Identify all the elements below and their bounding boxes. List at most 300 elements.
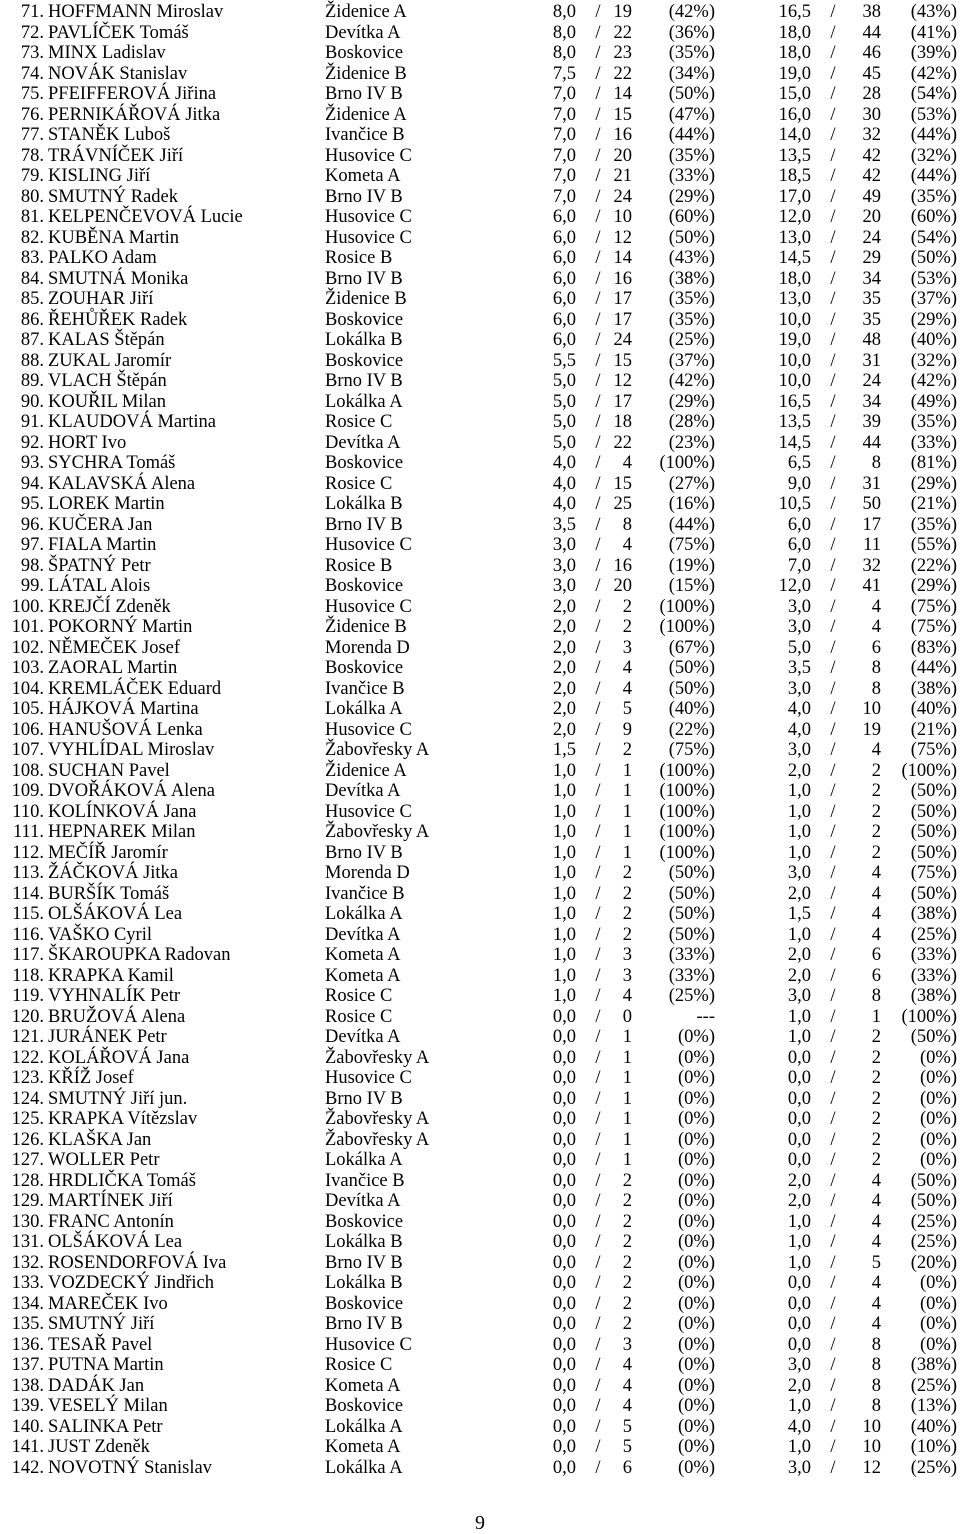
player-name: OLŠÁKOVÁ Lea: [48, 904, 183, 924]
club-name: Brno IV B: [325, 1252, 403, 1273]
total-separator: /: [830, 842, 836, 863]
season-score: 6,0: [552, 330, 576, 350]
total-percent: (40%): [910, 699, 957, 719]
player-name: JUST Zdeněk: [48, 1437, 150, 1457]
total-games: 34: [862, 391, 881, 412]
total-separator: /: [830, 63, 836, 84]
season-games: 4: [622, 678, 632, 699]
club-name: Lokálka A: [325, 391, 403, 412]
total-percent: (50%): [910, 842, 957, 863]
season-games: 3: [622, 1334, 632, 1355]
total-games: 8: [871, 1334, 881, 1355]
total-separator: /: [830, 965, 836, 986]
rank: 94.: [20, 473, 44, 494]
player-name: VLACH Štěpán: [48, 371, 167, 391]
total-score: 3,0: [787, 617, 811, 637]
season-separator: /: [595, 1109, 601, 1129]
club-name: Rosice C: [325, 986, 393, 1006]
table-row: [0, 105, 960, 126]
season-games: 14: [613, 248, 632, 268]
season-games: 16: [613, 555, 632, 576]
total-separator: /: [830, 125, 836, 145]
club-name: Kometa A: [325, 945, 401, 965]
total-games: 12: [862, 1457, 881, 1478]
rank: 134.: [11, 1293, 44, 1314]
total-percent: (25%): [910, 1211, 957, 1232]
total-percent: (0%): [920, 1129, 957, 1150]
total-separator: /: [830, 473, 836, 494]
total-games: 2: [871, 1129, 881, 1150]
player-name: ZUKAL Jaromír: [48, 350, 172, 371]
table-row: [0, 945, 960, 966]
club-name: Lokálka B: [325, 494, 403, 514]
season-percent: (0%): [678, 1355, 715, 1375]
player-name: BURŠÍK Tomáš: [48, 883, 170, 904]
season-separator: /: [595, 1273, 601, 1293]
season-percent: (33%): [668, 965, 715, 986]
season-games: 3: [622, 637, 632, 658]
season-percent: (0%): [678, 1211, 715, 1232]
season-score: 3,0: [552, 535, 576, 555]
club-name: Žabovřesky A: [325, 740, 430, 760]
total-separator: /: [830, 1191, 836, 1211]
total-games: 4: [871, 883, 881, 904]
total-games: 4: [871, 596, 881, 617]
season-separator: /: [595, 904, 601, 924]
season-games: 2: [622, 617, 632, 637]
total-score: 4,0: [787, 719, 811, 740]
player-name: FIALA Martin: [48, 535, 157, 555]
total-score: 1,0: [787, 1211, 811, 1232]
season-score: 5,0: [552, 432, 576, 453]
total-score: 16,0: [778, 104, 811, 125]
total-games: 8: [871, 1355, 881, 1375]
rank: 108.: [11, 760, 44, 781]
total-percent: (75%): [910, 596, 957, 617]
total-percent: (50%): [910, 822, 957, 842]
season-separator: /: [595, 289, 601, 309]
season-games: 4: [622, 1396, 632, 1416]
season-score: 0,0: [552, 1047, 576, 1068]
table-row: [0, 740, 960, 761]
table-row: [0, 248, 960, 269]
table-row: [0, 556, 960, 577]
table-row: [0, 597, 960, 618]
season-separator: /: [595, 330, 601, 350]
season-percent: (50%): [668, 658, 715, 678]
season-games: 20: [613, 145, 632, 166]
season-percent: (35%): [668, 289, 715, 309]
rank: 107.: [11, 740, 44, 760]
season-separator: /: [595, 617, 601, 637]
season-separator: /: [595, 842, 601, 863]
total-percent: (50%): [910, 1027, 957, 1047]
rank: 73.: [20, 43, 44, 63]
club-name: Brno IV B: [325, 84, 403, 104]
player-name: VESELÝ Milan: [48, 1396, 168, 1416]
season-percent: (22%): [668, 719, 715, 740]
player-name: ZAORAL Martin: [48, 658, 178, 678]
total-games: 45: [862, 63, 881, 84]
rank: 110.: [12, 801, 44, 822]
total-games: 30: [862, 104, 881, 125]
player-name: MEČÍŘ Jaromír: [48, 842, 168, 863]
season-games: 19: [613, 2, 632, 22]
season-score: 0,0: [552, 1109, 576, 1129]
table-row: [0, 125, 960, 146]
total-games: 42: [862, 145, 881, 166]
total-separator: /: [830, 596, 836, 617]
table-row: [0, 269, 960, 290]
season-games: 2: [622, 1170, 632, 1191]
total-score: 10,0: [778, 309, 811, 330]
rank: 84.: [20, 268, 44, 289]
total-games: 2: [871, 1068, 881, 1088]
player-name: SMUTNÁ Monika: [48, 268, 189, 289]
total-score: 3,0: [787, 986, 811, 1006]
season-percent: (0%): [678, 1109, 715, 1129]
season-separator: /: [595, 125, 601, 145]
season-games: 3: [622, 945, 632, 965]
club-name: Lokálka A: [325, 1457, 403, 1478]
table-row: [0, 1273, 960, 1294]
total-percent: (0%): [920, 1150, 957, 1170]
total-separator: /: [830, 1150, 836, 1170]
player-name: VOZDECKÝ Jindřich: [48, 1273, 214, 1293]
season-separator: /: [595, 1088, 601, 1109]
player-name: OLŠÁKOVÁ Lea: [48, 1232, 183, 1252]
season-score: 0,0: [552, 1252, 576, 1273]
total-games: 8: [871, 453, 881, 473]
season-games: 2: [622, 1314, 632, 1334]
total-score: 6,0: [787, 535, 811, 555]
total-score: 18,0: [778, 22, 811, 43]
season-percent: (0%): [678, 1375, 715, 1396]
player-name: ŘEHŮŘEK Radek: [48, 309, 188, 330]
total-percent: (25%): [910, 1375, 957, 1396]
rank: 99.: [20, 576, 44, 596]
player-name: SMUTNÝ Jiří jun.: [48, 1088, 188, 1109]
season-percent: (100%): [659, 801, 715, 822]
page-number: 9: [475, 1512, 485, 1534]
total-separator: /: [830, 1355, 836, 1375]
club-name: Ivančice B: [325, 125, 405, 145]
total-games: 4: [871, 904, 881, 924]
player-name: MARTÍNEK Jiří: [48, 1191, 173, 1211]
season-percent: (35%): [668, 43, 715, 63]
season-games: 1: [622, 1047, 632, 1068]
total-separator: /: [830, 678, 836, 699]
season-score: 7,0: [552, 186, 576, 207]
total-percent: (0%): [920, 1047, 957, 1068]
season-percent: (50%): [668, 84, 715, 104]
season-games: 8: [622, 514, 632, 535]
table-row: [0, 863, 960, 884]
total-percent: (100%): [901, 760, 957, 781]
rank: 104.: [11, 678, 44, 699]
season-percent: (0%): [678, 1334, 715, 1355]
season-percent: (0%): [678, 1088, 715, 1109]
rank: 74.: [20, 63, 44, 84]
player-name: WOLLER Petr: [48, 1150, 160, 1170]
season-score: 1,0: [552, 945, 576, 965]
table-row: [0, 2, 960, 23]
player-name: PALKO Adam: [48, 248, 157, 268]
season-games: 18: [613, 412, 632, 432]
rank: 109.: [11, 781, 44, 801]
season-score: 0,0: [552, 1457, 576, 1478]
rank: 116.: [12, 924, 44, 945]
season-score: 4,0: [552, 453, 576, 473]
total-score: 4,0: [787, 1416, 811, 1437]
table-row: [0, 433, 960, 454]
total-score: 15,0: [778, 84, 811, 104]
season-games: 1: [622, 760, 632, 781]
season-games: 23: [613, 43, 632, 63]
table-row: [0, 84, 960, 105]
club-name: Brno IV B: [325, 186, 403, 207]
total-percent: (41%): [910, 22, 957, 43]
table-row: [0, 1458, 960, 1479]
total-score: 0,0: [787, 1088, 811, 1109]
total-separator: /: [830, 43, 836, 63]
total-games: 4: [871, 863, 881, 883]
player-name: JURÁNEK Petr: [48, 1027, 167, 1047]
season-separator: /: [595, 473, 601, 494]
season-score: 0,0: [552, 1437, 576, 1457]
total-percent: (38%): [910, 1355, 957, 1375]
table-row: [0, 515, 960, 536]
season-score: 1,0: [552, 883, 576, 904]
table-row: [0, 904, 960, 925]
season-games: 5: [622, 699, 632, 719]
season-games: 2: [622, 740, 632, 760]
season-percent: (100%): [659, 453, 715, 473]
table-row: [0, 1437, 960, 1458]
table-row: [0, 1417, 960, 1438]
season-score: 0,0: [552, 1273, 576, 1293]
total-percent: (0%): [920, 1068, 957, 1088]
rank: 79.: [20, 166, 44, 186]
rank: 72.: [20, 22, 44, 43]
rank: 90.: [20, 391, 44, 412]
season-separator: /: [595, 1211, 601, 1232]
total-percent: (32%): [910, 145, 957, 166]
total-score: 16,5: [778, 2, 811, 22]
table-row: [0, 1232, 960, 1253]
total-games: 4: [871, 617, 881, 637]
season-separator: /: [595, 371, 601, 391]
season-score: 2,0: [552, 699, 576, 719]
season-separator: /: [595, 145, 601, 166]
club-name: Boskovice: [325, 658, 404, 678]
season-separator: /: [595, 1047, 601, 1068]
season-score: 1,0: [552, 822, 576, 842]
club-name: Husovice C: [325, 801, 412, 822]
table-row: [0, 1109, 960, 1130]
total-percent: (38%): [910, 986, 957, 1006]
rank: 82.: [20, 227, 44, 248]
total-games: 50: [862, 494, 881, 514]
season-percent: (0%): [678, 1027, 715, 1047]
table-row: [0, 392, 960, 413]
season-games: 2: [622, 1191, 632, 1211]
player-name: SMUTNÝ Radek: [48, 186, 179, 207]
rank: 114.: [12, 883, 44, 904]
table-row: [0, 966, 960, 987]
season-score: 1,0: [552, 760, 576, 781]
table-row: [0, 453, 960, 474]
season-percent: (15%): [668, 576, 715, 596]
total-score: 1,0: [787, 924, 811, 945]
table-row: [0, 1355, 960, 1376]
total-games: 35: [862, 309, 881, 330]
player-name: NĚMEČEK Josef: [48, 637, 181, 658]
total-score: 2,0: [787, 883, 811, 904]
player-name: BRUŽOVÁ Alena: [48, 1006, 186, 1027]
rank: 118.: [12, 965, 44, 986]
player-name: KRAPKA Vítězslav: [48, 1109, 198, 1129]
season-score: 7,0: [552, 84, 576, 104]
season-games: 4: [622, 453, 632, 473]
table-row: [0, 658, 960, 679]
table-row: [0, 576, 960, 597]
table-row: [0, 371, 960, 392]
total-separator: /: [830, 84, 836, 104]
total-separator: /: [830, 1006, 836, 1027]
season-score: 4,0: [552, 494, 576, 514]
table-row: [0, 1130, 960, 1151]
total-separator: /: [830, 740, 836, 760]
rank: 126.: [11, 1129, 44, 1150]
total-score: 0,0: [787, 1273, 811, 1293]
total-percent: (42%): [910, 63, 957, 84]
total-games: 10: [862, 699, 881, 719]
total-games: 4: [871, 924, 881, 945]
total-games: 44: [862, 22, 881, 43]
season-score: 5,0: [552, 371, 576, 391]
season-percent: (60%): [668, 207, 715, 227]
player-name: ŠKAROUPKA Radovan: [48, 945, 231, 965]
season-percent: (35%): [668, 145, 715, 166]
club-name: Husovice C: [325, 1068, 412, 1088]
season-separator: /: [595, 863, 601, 883]
season-percent: (0%): [678, 1047, 715, 1068]
rank: 91.: [20, 412, 44, 432]
player-name: KREJČÍ Zdeněk: [48, 596, 171, 617]
club-name: Kometa A: [325, 1375, 401, 1396]
total-percent: (50%): [910, 248, 957, 268]
club-name: Židenice B: [325, 289, 407, 309]
season-separator: /: [595, 1068, 601, 1088]
total-games: 8: [871, 658, 881, 678]
season-percent: (29%): [668, 391, 715, 412]
player-name: VYHLÍDAL Miroslav: [48, 740, 215, 760]
total-percent: (29%): [910, 473, 957, 494]
season-separator: /: [595, 535, 601, 555]
season-score: 2,0: [552, 658, 576, 678]
season-separator: /: [595, 986, 601, 1006]
table-row: [0, 1089, 960, 1110]
total-games: 2: [871, 1088, 881, 1109]
season-score: 0,0: [552, 1129, 576, 1150]
total-percent: (50%): [910, 801, 957, 822]
player-name: VAŠKO Cyril: [48, 924, 152, 945]
season-separator: /: [595, 1375, 601, 1396]
rank: 137.: [11, 1355, 44, 1375]
club-name: Rosice C: [325, 1006, 393, 1027]
season-games: 22: [613, 63, 632, 84]
season-games: 4: [622, 1375, 632, 1396]
total-games: 31: [862, 350, 881, 371]
player-name: PERNIKÁŘOVÁ Jitka: [48, 104, 221, 125]
table-row: [0, 64, 960, 85]
season-score: 0,0: [552, 1334, 576, 1355]
player-name: KOLÁŘOVÁ Jana: [48, 1047, 190, 1068]
season-games: 16: [613, 125, 632, 145]
table-row: [0, 761, 960, 782]
club-name: Morenda D: [325, 637, 410, 658]
rank: 133.: [11, 1273, 44, 1293]
total-score: 3,0: [787, 1355, 811, 1375]
rank: 131.: [11, 1232, 44, 1252]
total-separator: /: [830, 945, 836, 965]
total-percent: (44%): [910, 658, 957, 678]
rank: 95.: [20, 494, 44, 514]
season-percent: (25%): [668, 986, 715, 1006]
table-row: [0, 720, 960, 741]
total-separator: /: [830, 207, 836, 227]
club-name: Boskovice: [325, 1293, 404, 1314]
total-separator: /: [830, 227, 836, 248]
total-separator: /: [830, 289, 836, 309]
total-percent: (33%): [910, 965, 957, 986]
total-score: 2,0: [787, 1191, 811, 1211]
player-name: DVOŘÁKOVÁ Alena: [48, 781, 215, 801]
total-games: 4: [871, 1232, 881, 1252]
season-games: 2: [622, 1293, 632, 1314]
season-score: 6,0: [552, 207, 576, 227]
total-score: 2,0: [787, 1375, 811, 1396]
season-games: 1: [622, 1150, 632, 1170]
season-percent: (42%): [668, 371, 715, 391]
rank: 124.: [11, 1088, 44, 1109]
club-name: Devítka A: [325, 432, 401, 453]
season-separator: /: [595, 22, 601, 43]
table-row: [0, 330, 960, 351]
season-score: 5,0: [552, 412, 576, 432]
season-separator: /: [595, 699, 601, 719]
season-games: 21: [613, 166, 632, 186]
total-separator: /: [830, 637, 836, 658]
total-percent: (44%): [910, 125, 957, 145]
season-percent: (0%): [678, 1457, 715, 1478]
total-games: 4: [871, 1191, 881, 1211]
total-score: 16,5: [778, 391, 811, 412]
total-games: 32: [862, 555, 881, 576]
season-games: 5: [622, 1437, 632, 1457]
season-score: 0,0: [552, 1068, 576, 1088]
total-percent: (50%): [910, 1170, 957, 1191]
season-score: 0,0: [552, 1396, 576, 1416]
season-separator: /: [595, 84, 601, 104]
season-percent: (16%): [668, 494, 715, 514]
club-name: Boskovice: [325, 1211, 404, 1232]
season-score: 2,0: [552, 719, 576, 740]
player-name: SUCHAN Pavel: [48, 760, 170, 781]
club-name: Lokálka A: [325, 904, 403, 924]
total-games: 34: [862, 268, 881, 289]
